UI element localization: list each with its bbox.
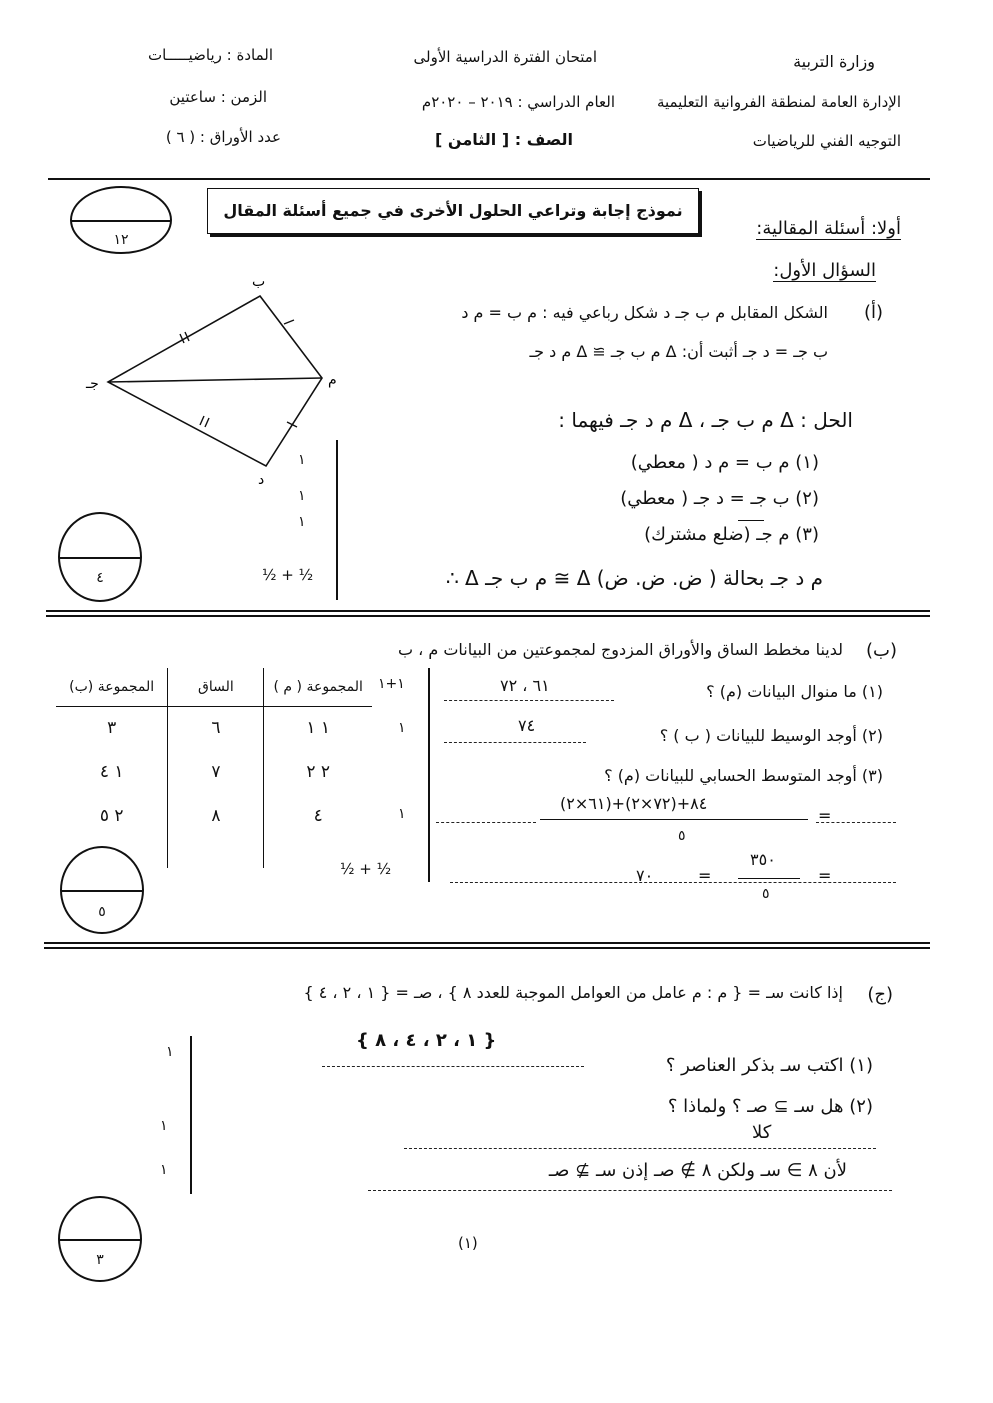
part-c-a3: لأن ٨ ∋ سـ ولكن ٨ ∌ صـ إذن سـ ⊉ صـ bbox=[548, 1160, 847, 1181]
table-cell: ٨ bbox=[168, 794, 264, 838]
part-c-label: (ج) bbox=[867, 984, 893, 1005]
directorate-name: الإدارة العامة لمنطقة الفروانية التعليمية bbox=[656, 93, 901, 111]
table-header-b: المجموعة (ب) bbox=[56, 668, 168, 706]
part-b-score-oval bbox=[60, 846, 144, 934]
header-divider bbox=[48, 178, 930, 180]
part-b-a1: ٦١ ، ٧٢ bbox=[500, 676, 550, 695]
question1-title: السؤال الأول: bbox=[773, 260, 876, 281]
part-a-step-2: (٢) ب جـ = د جـ ( معطي) bbox=[620, 488, 819, 509]
part-a-score-oval bbox=[58, 512, 142, 602]
academic-year: العام الدراسي : ٢٠١٩ – ٢٠٢٠م bbox=[421, 93, 615, 111]
kite-figure bbox=[80, 268, 350, 488]
notice-box: نموذج إجابة وتراعي الحلول الأخرى في جميع أسئلة المقال bbox=[207, 188, 699, 234]
part-b-q1: (١) ما منوال البيانات (ﻡ) ؟ bbox=[706, 682, 883, 701]
subject-label: المادة : رياضيـــــات bbox=[147, 46, 273, 64]
exam-title: امتحان الفترة الدراسية الأولى bbox=[413, 48, 597, 66]
time-label: الزمن : ساعتين bbox=[169, 88, 267, 106]
answer-line-c2 bbox=[404, 1146, 876, 1149]
part-a-mark-1: ١ bbox=[298, 452, 306, 468]
part-b-score: ٥ bbox=[98, 904, 106, 920]
part-b-marks-divider bbox=[428, 668, 430, 882]
part-b-label: (ب) bbox=[866, 640, 897, 661]
equals-2: = bbox=[698, 866, 712, 885]
part-b-marks-header: ١+١ bbox=[378, 676, 405, 692]
part-b-q2: (٢) أوجد الوسيط للبيانات ( ب ) ؟ bbox=[659, 726, 883, 745]
equals-3: = bbox=[818, 866, 832, 885]
answer-line-c3 bbox=[368, 1188, 892, 1191]
table-cell: ٧ bbox=[168, 750, 264, 794]
part-b-mark-2: ١ bbox=[398, 806, 406, 822]
part-b-a3-denominator: ٥ bbox=[678, 828, 686, 844]
part-c-a2: كلا bbox=[752, 1122, 772, 1143]
table-cell: ٢ ٢ bbox=[306, 762, 331, 782]
page-number: (١) bbox=[458, 1234, 478, 1252]
part-c-marks-divider bbox=[190, 1036, 192, 1194]
total-score: ١٢ bbox=[113, 232, 129, 248]
vertex-c: جـ bbox=[86, 376, 99, 392]
part-c-mark-2: ١ bbox=[160, 1118, 168, 1134]
grade-label: الصف : [ الثامن ] bbox=[435, 130, 573, 149]
part-a-marks-divider bbox=[336, 440, 338, 600]
fraction-bar-2 bbox=[738, 878, 800, 879]
equals-1: = bbox=[818, 806, 832, 825]
stem-leaf-table bbox=[56, 668, 372, 868]
part-b-intro: لدينا مخطط الساق والأوراق المزدوج لمجموعتين من البيانات ﻡ ، ب bbox=[397, 640, 843, 659]
part-b-a3-numerator: (٦١×٢)+(٧٢×٢)+٨٤ bbox=[560, 794, 708, 813]
ministry-name: وزارة التربية bbox=[793, 52, 875, 71]
vertex-a: ﻡ bbox=[328, 372, 337, 388]
answer-line-3a bbox=[436, 820, 536, 823]
table-cell: ٢ ٥ bbox=[99, 806, 124, 826]
part-b-mark-half: ½ + ½ bbox=[340, 860, 392, 878]
segment-bar bbox=[738, 520, 764, 521]
fraction-bar-1 bbox=[540, 819, 808, 820]
table-cell: ١ ٤ bbox=[99, 762, 124, 782]
part-c-score-oval bbox=[58, 1196, 142, 1282]
part-a-mark-3: ١ bbox=[298, 514, 306, 530]
part-a-solution-intro: الحل : Δ ﻡ ب جـ ، Δ ﻡ د جـ فيهما : bbox=[558, 408, 853, 432]
part-a-mark-half: ½ + ½ bbox=[262, 566, 314, 584]
part-a-step-3: (٣) ﻡ جـ (ضلع مشترك) bbox=[644, 524, 819, 545]
part-c-q1: (١) اكتب سـ بذكر العناصر ؟ bbox=[665, 1055, 873, 1076]
part-b-mark-1: ١ bbox=[398, 720, 406, 736]
part-b-a3-numerator-2: ٣٥٠ bbox=[750, 850, 776, 869]
answer-line-2 bbox=[444, 740, 586, 743]
divider-1b bbox=[46, 615, 930, 617]
table-cell: ٦ bbox=[168, 706, 264, 750]
table-cell: ٣ bbox=[107, 718, 117, 739]
part-c-mark-1: ١ bbox=[166, 1044, 174, 1060]
kite-diagonal bbox=[108, 378, 322, 382]
part-b-a2: ٧٤ bbox=[518, 716, 536, 735]
part-c-score: ٣ bbox=[96, 1252, 104, 1268]
pages-label: عدد الأوراق : ( ٦ ) bbox=[165, 128, 281, 146]
answer-line-c1 bbox=[322, 1064, 584, 1067]
part-a-label: (أ) bbox=[863, 302, 883, 323]
part-c-intro: إذا كانت سـ = { ﻡ : ﻡ عامل من العوامل الموجبة للعدد ٨ } ، صـ = { ١ ، ٢ ، ٤ } bbox=[303, 983, 843, 1002]
part-a-mark-2: ١ bbox=[298, 488, 306, 504]
table-header-a: المجموعة ( ﻡ ) bbox=[264, 668, 372, 706]
part-b-a3-denominator-2: ٥ bbox=[762, 886, 770, 902]
part-c-a1: { ١ ، ٢ ، ٤ ، ٨ } bbox=[356, 1030, 497, 1051]
part-b-q3: (٣) أوجد المتوسط الحسابي للبيانات (ﻡ) ؟ bbox=[604, 766, 883, 785]
section-title: أولا: أسئلة المقالية: bbox=[756, 218, 901, 239]
vertex-d: د bbox=[258, 472, 265, 488]
table-cell: ١ ١ bbox=[306, 718, 331, 739]
part-a-conclusion: ∴ Δ ﻡ ب جـ ≅ Δ ﻡ د جـ بحالة ( ض. ض. ض) bbox=[445, 566, 823, 590]
answer-line-1 bbox=[444, 698, 614, 701]
supervision-name: التوجيه الفني للرياضيات bbox=[752, 132, 901, 150]
part-c-q2: (٢) هل سـ ⊇ صـ ؟ ولماذا ؟ bbox=[667, 1096, 873, 1117]
part-c-mark-3: ١ bbox=[160, 1162, 168, 1178]
divider-2b bbox=[44, 947, 930, 949]
part-a-step-1: (١) ﻡ ب = ﻡ د ( معطي) bbox=[630, 452, 819, 473]
vertex-b: ب bbox=[252, 274, 266, 290]
part-a-score: ٤ bbox=[96, 570, 104, 586]
part-a-text-2: ب جـ = د جـ أثبت أن: Δ ﻡ ب جـ ≅ Δ ﻡ د جـ bbox=[529, 342, 828, 361]
total-score-oval bbox=[70, 186, 172, 254]
part-b-a3-result: ٧٠ bbox=[636, 866, 654, 885]
divider-1a bbox=[46, 610, 930, 612]
part-a-text-1: الشكل المقابل ﻡ ب جـ د شكل رباعي فيه : ﻡ ب = ﻡ د bbox=[461, 303, 828, 322]
table-cell: ٤ bbox=[313, 806, 323, 826]
divider-2a bbox=[44, 942, 930, 944]
table-header-stem: الساق bbox=[168, 668, 264, 706]
